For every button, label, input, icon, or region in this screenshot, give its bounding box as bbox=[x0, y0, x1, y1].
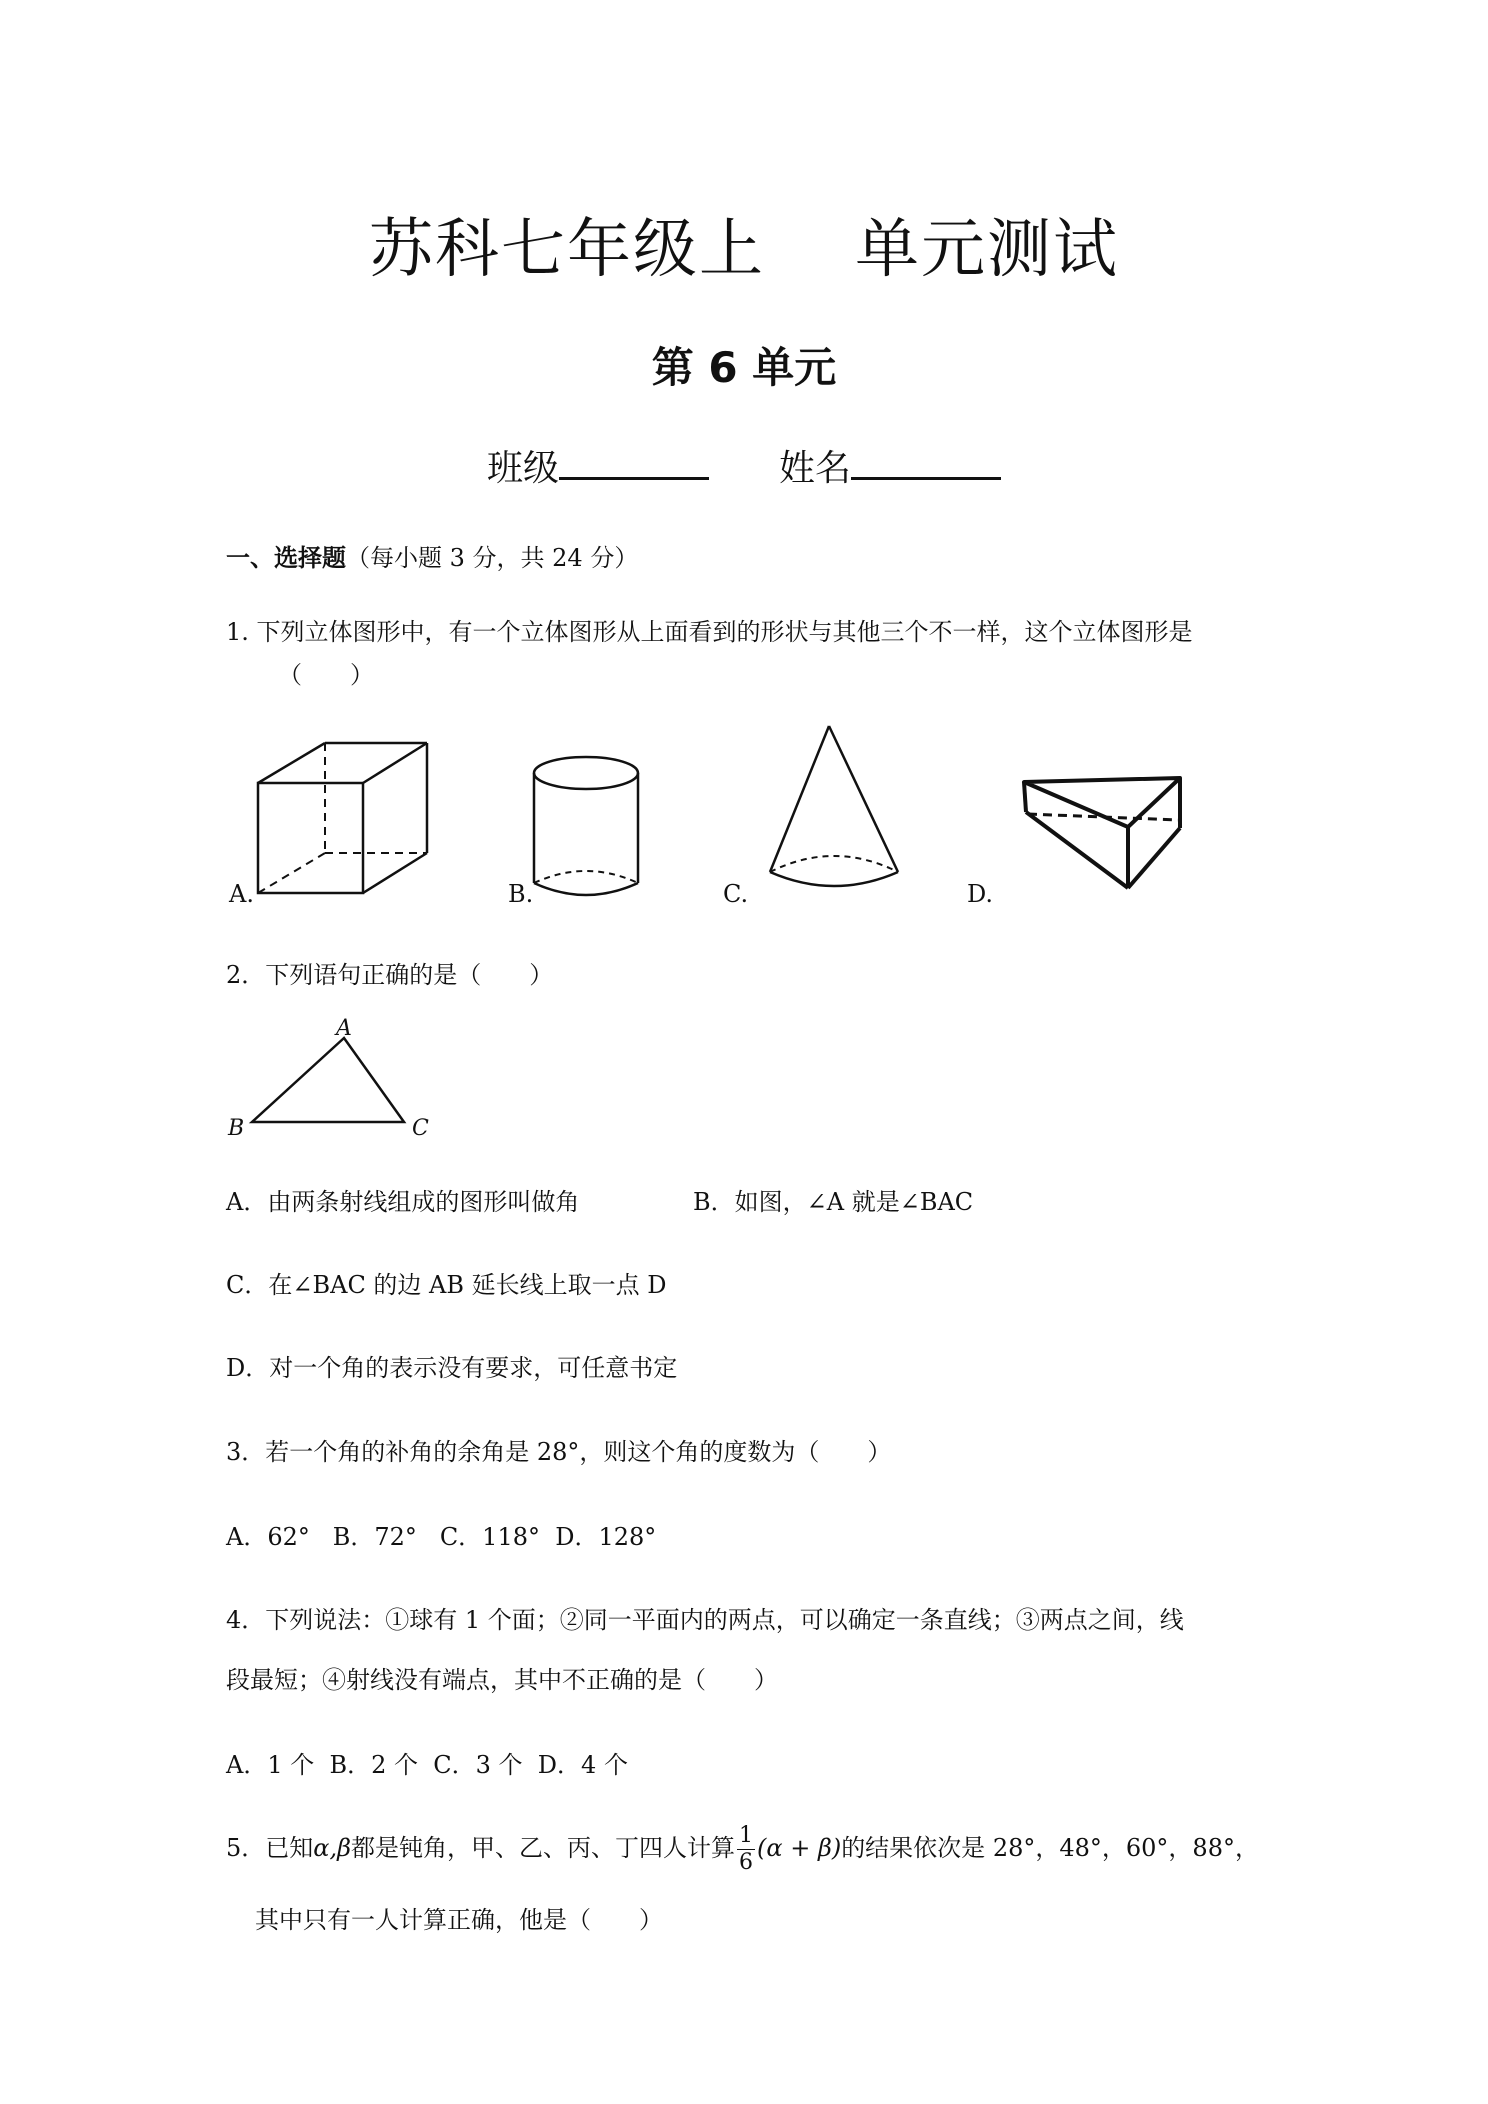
q5-mid: 都是钝角，甲、乙、丙、丁四人计算 bbox=[351, 1834, 735, 1862]
q5-fraction bbox=[737, 1823, 755, 1876]
cone-figure bbox=[765, 722, 905, 897]
q1-blank: （ ） bbox=[278, 661, 374, 689]
section-heading bbox=[226, 538, 638, 573]
q3-options: A．62° B．72° C．118° D．128° bbox=[226, 1523, 657, 1551]
q4-line1: 4．下列说法：①球有 1 个面；②同一平面内的两点，可以确定一条直线；③两点之间，线 bbox=[226, 1606, 1184, 1634]
cylinder-figure bbox=[530, 755, 645, 905]
page-subtitle: 第 6 单元 bbox=[651, 343, 837, 392]
vertex-label-a: A bbox=[336, 1016, 352, 1041]
q5-suffix: 的结果依次是 28°，48°，60°，88°， bbox=[841, 1834, 1259, 1862]
name-label: 姓名 bbox=[779, 448, 852, 489]
class-blank[interactable] bbox=[559, 447, 709, 480]
q5-vars: α,β bbox=[313, 1834, 351, 1862]
q5-line2: 其中只有一人计算正确，他是（ ） bbox=[255, 1906, 663, 1934]
q2-option-a: A．由两条射线组成的图形叫做角 bbox=[226, 1188, 580, 1216]
q2-option-c: C．在∠BAC 的边 AB 延长线上取一点 D bbox=[226, 1271, 667, 1299]
q3-text: 3．若一个角的补角的余角是 28°，则这个角的度数为（ ） bbox=[226, 1438, 892, 1466]
page-title bbox=[0, 198, 1488, 290]
q2-text: 2．下列语句正确的是（ ） bbox=[226, 961, 554, 989]
q5-line1 bbox=[226, 1820, 1259, 1876]
q2-option-b: B．如图，∠A 就是∠BAC bbox=[693, 1188, 974, 1216]
title-right: 单元测试 bbox=[855, 213, 1119, 287]
q1-option-d: D. bbox=[967, 880, 994, 908]
name-blank[interactable] bbox=[851, 447, 1001, 480]
q4-options: A．1 个 B．2 个 C．3 个 D．4 个 bbox=[226, 1751, 628, 1779]
title-left: 苏科七年级上 bbox=[369, 213, 765, 287]
class-label: 班级 bbox=[486, 448, 559, 489]
q4-line2: 段最短；④射线没有端点，其中不正确的是（ ） bbox=[226, 1666, 778, 1694]
q2-option-d: D．对一个角的表示没有要求，可任意书定 bbox=[226, 1354, 678, 1382]
q1-option-a: A. bbox=[229, 880, 254, 908]
q1-option-c: C. bbox=[723, 880, 749, 908]
triangular-prism-figure bbox=[1018, 770, 1193, 895]
q5-expr: (α + β) bbox=[757, 1834, 842, 1862]
cube-figure bbox=[255, 738, 435, 898]
triangle-abc-figure bbox=[228, 1020, 428, 1140]
q1-option-b: B. bbox=[508, 880, 534, 908]
q5-prefix: 5．已知 bbox=[226, 1834, 314, 1862]
vertex-label-c: C bbox=[412, 1116, 429, 1141]
section-note: （每小题 3 分，共 24 分） bbox=[346, 544, 639, 572]
q5-frac-den: 6 bbox=[739, 1850, 753, 1875]
vertex-label-b: B bbox=[228, 1116, 245, 1141]
q1-text: 1. 下列立体图形中，有一个立体图形从上面看到的形状与其他三个不一样，这个立体图形是 bbox=[226, 618, 1193, 646]
student-info bbox=[0, 440, 1488, 491]
q5-frac-num: 1 bbox=[739, 1823, 753, 1848]
section-title: 一、选择题 bbox=[226, 544, 346, 572]
